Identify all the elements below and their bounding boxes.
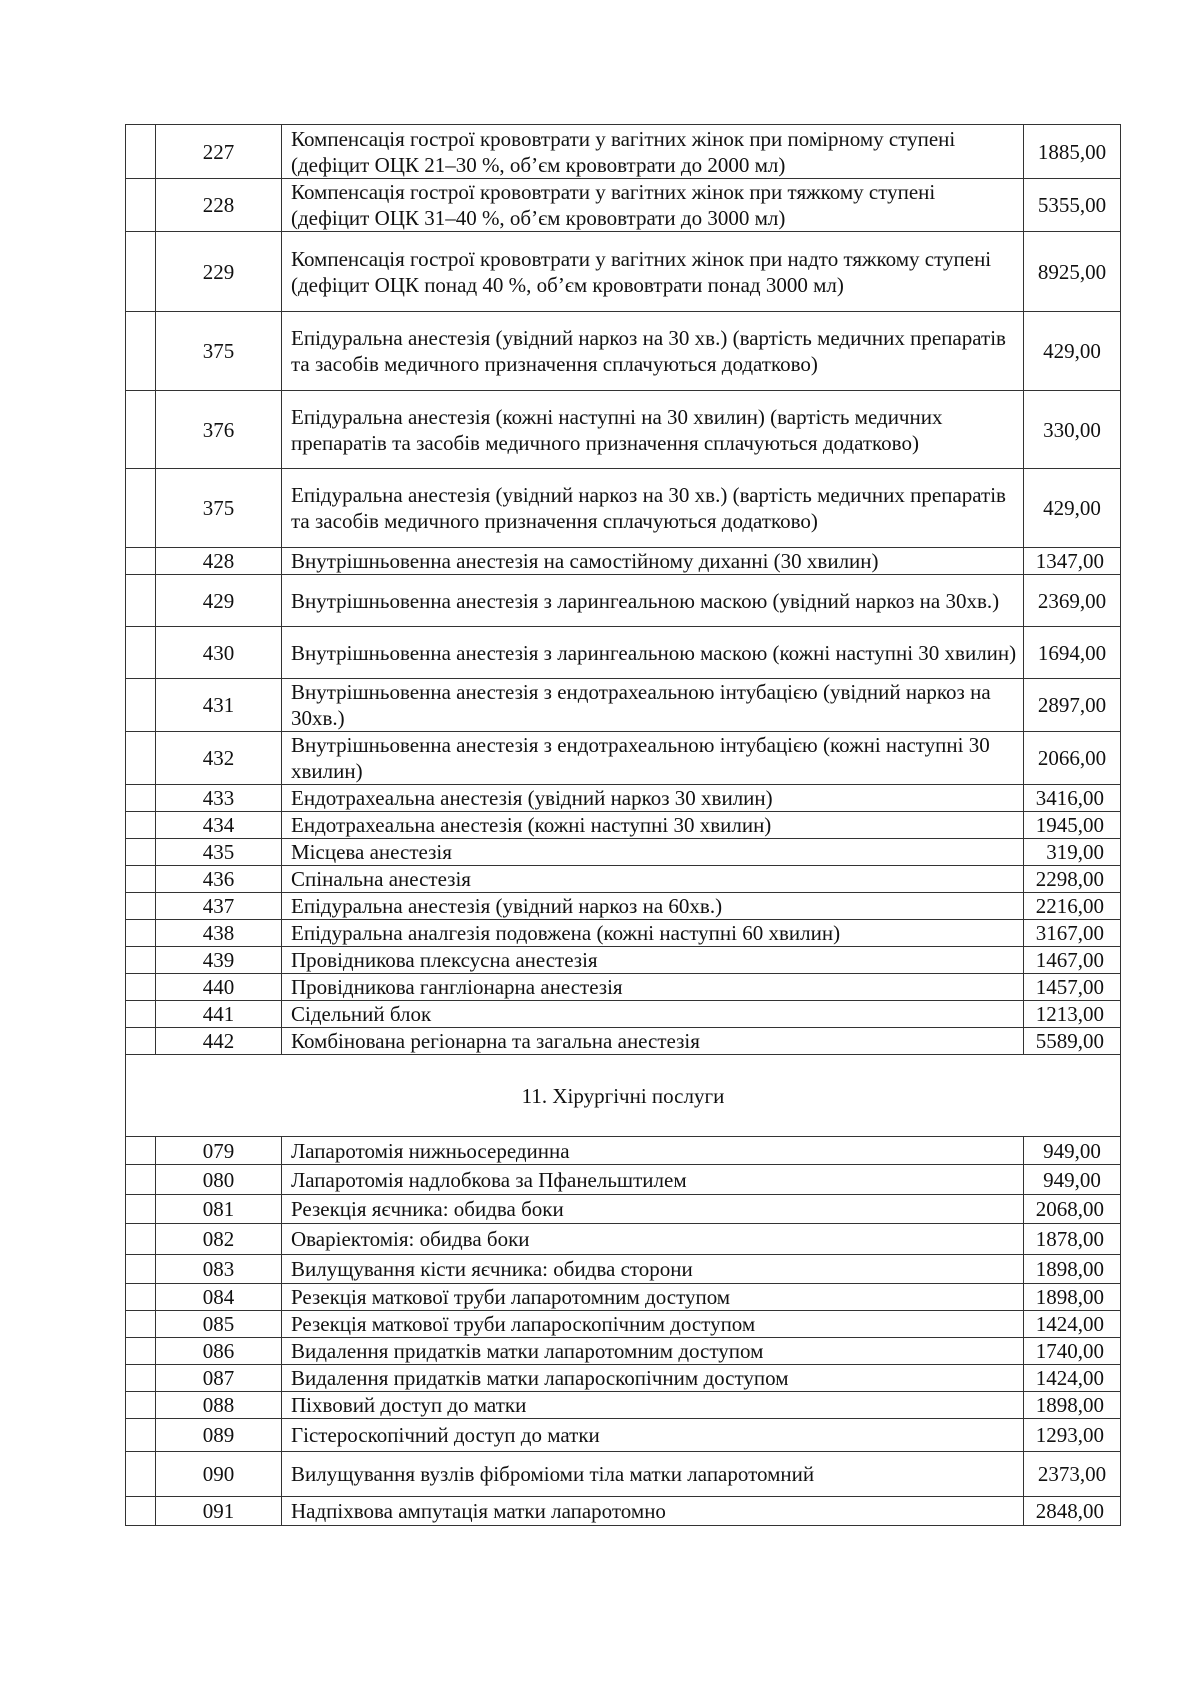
service-code: 084 xyxy=(156,1284,282,1311)
table-row xyxy=(126,548,1121,575)
empty-cell xyxy=(126,1338,156,1365)
empty-cell xyxy=(126,1255,156,1284)
empty-cell xyxy=(126,1165,156,1195)
service-price: 2216,00 xyxy=(1024,893,1121,920)
service-name: Видалення придатків матки лапаротомним доступом xyxy=(282,1338,1024,1365)
service-name: Резекція маткової труби лапаротомним доступом xyxy=(282,1284,1024,1311)
table-row xyxy=(126,839,1121,866)
table-row xyxy=(126,1028,1121,1055)
table-row xyxy=(126,1311,1121,1338)
service-code: 080 xyxy=(156,1165,282,1195)
service-price: 949,00 xyxy=(1024,1137,1121,1165)
empty-cell xyxy=(126,575,156,627)
service-code: 376 xyxy=(156,391,282,469)
service-price: 2373,00 xyxy=(1024,1452,1121,1497)
service-name: Резекція яєчника: обидва боки xyxy=(282,1195,1024,1224)
service-price: 5589,00 xyxy=(1024,1028,1121,1055)
price-table xyxy=(125,124,1121,1526)
table-row xyxy=(126,1224,1121,1255)
service-code: 228 xyxy=(156,179,282,232)
service-price: 3416,00 xyxy=(1024,785,1121,812)
empty-cell xyxy=(126,866,156,893)
service-price: 1878,00 xyxy=(1024,1224,1121,1255)
service-code: 083 xyxy=(156,1255,282,1284)
service-name: Провідникова плексусна анестезія xyxy=(282,947,1024,974)
service-code: 433 xyxy=(156,785,282,812)
empty-cell xyxy=(126,1224,156,1255)
service-price: 319,00 xyxy=(1024,839,1121,866)
empty-cell xyxy=(126,1137,156,1165)
service-code: 434 xyxy=(156,812,282,839)
empty-cell xyxy=(126,1311,156,1338)
empty-cell xyxy=(126,548,156,575)
table-row xyxy=(126,1497,1121,1526)
service-code: 431 xyxy=(156,679,282,732)
service-name: Надпіхвова ампутація матки лапаротомно xyxy=(282,1497,1024,1526)
table-row xyxy=(126,1419,1121,1452)
empty-cell xyxy=(126,947,156,974)
service-name: Провідникова гангліонарна анестезія xyxy=(282,974,1024,1001)
service-code: 429 xyxy=(156,575,282,627)
table-row xyxy=(126,947,1121,974)
service-code: 082 xyxy=(156,1224,282,1255)
service-name: Внутрішньовенна анестезія з ларингеальною маскою (увідний наркоз на 30хв.) xyxy=(282,575,1024,627)
service-price: 8925,00 xyxy=(1024,232,1121,312)
empty-cell xyxy=(126,1419,156,1452)
section-title: 11. Хірургічні послуги xyxy=(521,1083,725,1108)
table-row xyxy=(126,179,1121,232)
service-price: 2897,00 xyxy=(1024,679,1121,732)
service-price: 429,00 xyxy=(1024,469,1121,548)
service-code: 442 xyxy=(156,1028,282,1055)
service-price: 949,00 xyxy=(1024,1165,1121,1195)
service-code: 440 xyxy=(156,974,282,1001)
service-name: Внутрішньовенна анестезія з ендотрахеальною інтубацією (кожні наступні 30 хвилин) xyxy=(282,732,1024,785)
empty-cell xyxy=(126,391,156,469)
table-row xyxy=(126,920,1121,947)
service-code: 227 xyxy=(156,125,282,179)
service-name: Комбінована регіонарна та загальна анестезія xyxy=(282,1028,1024,1055)
table-row xyxy=(126,312,1121,391)
service-code: 090 xyxy=(156,1452,282,1497)
service-code: 086 xyxy=(156,1338,282,1365)
service-name: Лапаротомія надлобкова за Пфанельштилем xyxy=(282,1165,1024,1195)
service-name: Компенсація гострої крововтрати у вагітних жінок при помірному ступені (дефіцит ОЦК 21–30 %, об’єм крововтрати до 2000 мл) xyxy=(282,125,1024,179)
empty-cell xyxy=(126,974,156,1001)
service-code: 081 xyxy=(156,1195,282,1224)
table-row xyxy=(126,732,1121,785)
empty-cell xyxy=(126,1284,156,1311)
service-price: 1945,00 xyxy=(1024,812,1121,839)
table-row xyxy=(126,812,1121,839)
empty-cell xyxy=(126,1365,156,1392)
table-row xyxy=(126,1284,1121,1311)
service-price: 2298,00 xyxy=(1024,866,1121,893)
service-price: 1898,00 xyxy=(1024,1392,1121,1419)
service-name: Резекція маткової труби лапароскопічним доступом xyxy=(282,1311,1024,1338)
table-row xyxy=(126,391,1121,469)
service-name: Ендотрахеальна анестезія (увідний наркоз 30 хвилин) xyxy=(282,785,1024,812)
table-row xyxy=(126,1392,1121,1419)
empty-cell xyxy=(126,1392,156,1419)
service-code: 428 xyxy=(156,548,282,575)
price-table-body xyxy=(126,125,1121,1526)
service-price: 1898,00 xyxy=(1024,1255,1121,1284)
table-row xyxy=(126,1365,1121,1392)
service-name: Піхвовий доступ до матки xyxy=(282,1392,1024,1419)
service-price: 1293,00 xyxy=(1024,1419,1121,1452)
service-code: 089 xyxy=(156,1419,282,1452)
table-row xyxy=(126,1195,1121,1224)
service-code: 432 xyxy=(156,732,282,785)
empty-cell xyxy=(126,1497,156,1526)
service-price: 1885,00 xyxy=(1024,125,1121,179)
empty-cell xyxy=(126,785,156,812)
table-row xyxy=(126,627,1121,679)
service-price: 2848,00 xyxy=(1024,1497,1121,1526)
service-price: 2066,00 xyxy=(1024,732,1121,785)
empty-cell xyxy=(126,839,156,866)
empty-cell xyxy=(126,1028,156,1055)
service-name: Лапаротомія нижньосерединна xyxy=(282,1137,1024,1165)
service-code: 085 xyxy=(156,1311,282,1338)
empty-cell xyxy=(126,812,156,839)
service-price: 1424,00 xyxy=(1024,1365,1121,1392)
table-row xyxy=(126,469,1121,548)
service-price: 1740,00 xyxy=(1024,1338,1121,1365)
service-price: 1898,00 xyxy=(1024,1284,1121,1311)
table-row xyxy=(126,1137,1121,1165)
service-name: Гістероскопічний доступ до матки xyxy=(282,1419,1024,1452)
table-row xyxy=(126,232,1121,312)
service-code: 438 xyxy=(156,920,282,947)
table-row xyxy=(126,1165,1121,1195)
service-name: Епідуральна аналгезія подовжена (кожні наступні 60 хвилин) xyxy=(282,920,1024,947)
service-name: Спінальна анестезія xyxy=(282,866,1024,893)
table-row xyxy=(126,1338,1121,1365)
service-code: 375 xyxy=(156,312,282,391)
service-code: 436 xyxy=(156,866,282,893)
service-code: 437 xyxy=(156,893,282,920)
empty-cell xyxy=(126,732,156,785)
service-code: 435 xyxy=(156,839,282,866)
service-name: Епідуральна анестезія (кожні наступні на 30 хвилин) (вартість медичних препаратів та засобів медичного призначення сплачуються додатково) xyxy=(282,391,1024,469)
service-price: 1457,00 xyxy=(1024,974,1121,1001)
service-price: 3167,00 xyxy=(1024,920,1121,947)
empty-cell xyxy=(126,920,156,947)
service-name: Сідельний блок xyxy=(282,1001,1024,1028)
service-price: 5355,00 xyxy=(1024,179,1121,232)
service-code: 430 xyxy=(156,627,282,679)
service-name: Компенсація гострої крововтрати у вагітних жінок при тяжкому ступені (дефіцит ОЦК 31–40 %, об’єм крововтрати до 3000 мл) xyxy=(282,179,1024,232)
empty-cell xyxy=(126,1452,156,1497)
service-code: 375 xyxy=(156,469,282,548)
service-name: Епідуральна анестезія (увідний наркоз на 60хв.) xyxy=(282,893,1024,920)
service-name: Оваріектомія: обидва боки xyxy=(282,1224,1024,1255)
service-price: 1213,00 xyxy=(1024,1001,1121,1028)
table-row xyxy=(126,893,1121,920)
service-name: Вилущування кісти яєчника: обидва сторони xyxy=(282,1255,1024,1284)
service-price: 2369,00 xyxy=(1024,575,1121,627)
service-price: 1347,00 xyxy=(1024,548,1121,575)
service-name: Внутрішньовенна анестезія з ендотрахеальною інтубацією (увідний наркоз на 30хв.) xyxy=(282,679,1024,732)
table-row xyxy=(126,679,1121,732)
service-name: Епідуральна анестезія (увідний наркоз на 30 хв.) (вартість медичних препаратів та засобів медичного призначення сплачуються додатково) xyxy=(282,312,1024,391)
service-name: Вилущування вузлів фіброміоми тіла матки лапаротомний xyxy=(282,1452,1024,1497)
empty-cell xyxy=(126,312,156,391)
empty-cell xyxy=(126,125,156,179)
empty-cell xyxy=(126,1195,156,1224)
service-code: 091 xyxy=(156,1497,282,1526)
table-row xyxy=(126,974,1121,1001)
service-price: 330,00 xyxy=(1024,391,1121,469)
service-price: 1424,00 xyxy=(1024,1311,1121,1338)
section-header-cell xyxy=(126,1055,1121,1137)
table-row xyxy=(126,575,1121,627)
empty-cell xyxy=(126,1001,156,1028)
table-row xyxy=(126,1255,1121,1284)
service-name: Епідуральна анестезія (увідний наркоз на 30 хв.) (вартість медичних препаратів та засобів медичного призначення сплачуються додатково) xyxy=(282,469,1024,548)
empty-cell xyxy=(126,469,156,548)
service-code: 087 xyxy=(156,1365,282,1392)
service-name: Видалення придатків матки лапароскопічним доступом xyxy=(282,1365,1024,1392)
service-name: Компенсація гострої крововтрати у вагітних жінок при надто тяжкому ступені (дефіцит ОЦК понад 40 %, об’єм крововтрати понад 3000 мл) xyxy=(282,232,1024,312)
service-name: Місцева анестезія xyxy=(282,839,1024,866)
service-name: Внутрішньовенна анестезія з ларингеальною маскою (кожні наступні 30 хвилин) xyxy=(282,627,1024,679)
empty-cell xyxy=(126,627,156,679)
section-header-row xyxy=(126,1055,1121,1137)
table-row xyxy=(126,125,1121,179)
service-name: Внутрішньовенна анестезія на самостійному диханні (30 хвилин) xyxy=(282,548,1024,575)
service-price: 1467,00 xyxy=(1024,947,1121,974)
service-price: 2068,00 xyxy=(1024,1195,1121,1224)
service-code: 439 xyxy=(156,947,282,974)
service-price: 429,00 xyxy=(1024,312,1121,391)
table-row xyxy=(126,785,1121,812)
service-code: 088 xyxy=(156,1392,282,1419)
empty-cell xyxy=(126,893,156,920)
service-code: 079 xyxy=(156,1137,282,1165)
table-row xyxy=(126,1001,1121,1028)
empty-cell xyxy=(126,179,156,232)
service-code: 229 xyxy=(156,232,282,312)
table-row xyxy=(126,866,1121,893)
service-code: 441 xyxy=(156,1001,282,1028)
service-price: 1694,00 xyxy=(1024,627,1121,679)
empty-cell xyxy=(126,679,156,732)
service-name: Ендотрахеальна анестезія (кожні наступні 30 хвилин) xyxy=(282,812,1024,839)
table-row xyxy=(126,1452,1121,1497)
empty-cell xyxy=(126,232,156,312)
